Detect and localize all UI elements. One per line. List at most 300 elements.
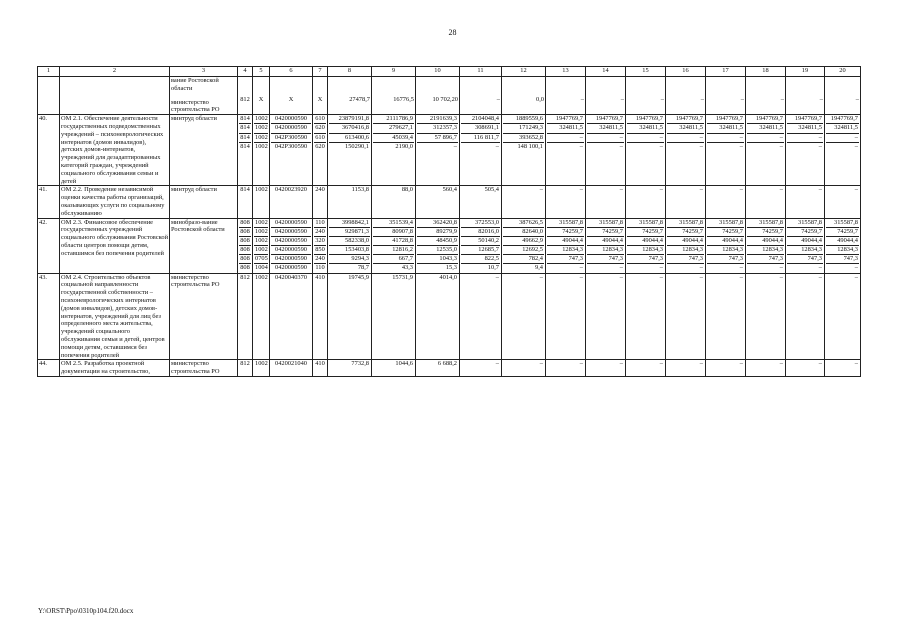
table-cell: 042P300590 xyxy=(274,142,308,150)
value-cell xyxy=(460,186,502,218)
table-cell: 0420040370 xyxy=(275,273,307,281)
table-cell: 929871,3 xyxy=(329,228,370,237)
table-cell: – xyxy=(495,273,499,281)
column-number-2: 2 xyxy=(60,67,170,77)
value-cell xyxy=(706,218,746,273)
table-cell: 279627,1 xyxy=(373,124,414,133)
table-cell: 0420000590 xyxy=(271,219,311,228)
table-cell: – xyxy=(579,186,583,194)
table-cell: 312357,3 xyxy=(417,124,458,133)
table-cell: 814 xyxy=(239,115,251,124)
table-cell: 3998842,1 xyxy=(329,219,370,228)
table-cell: – xyxy=(586,77,626,115)
column-number-9: 9 xyxy=(372,67,416,77)
value-cell xyxy=(666,360,706,377)
table-cell: 2190,0 xyxy=(395,142,413,150)
value-cell xyxy=(586,115,626,186)
table-cell: 042P300590 xyxy=(271,134,311,143)
table-cell: Х xyxy=(270,77,313,115)
value-cell xyxy=(253,115,270,186)
table-cell: 0,0 xyxy=(502,77,546,115)
value-cell xyxy=(546,115,586,186)
table-cell: 387626,5 xyxy=(503,219,544,228)
value-cell xyxy=(825,218,861,273)
table-cell: 1002 xyxy=(254,115,268,124)
value-cell xyxy=(786,273,825,360)
table-cell: 620 xyxy=(314,124,326,133)
table-cell: – xyxy=(619,360,623,368)
value-cell xyxy=(825,115,861,186)
value-cell xyxy=(416,218,460,273)
budget-table xyxy=(37,66,861,377)
value-cell xyxy=(546,186,586,218)
table-cell: 324811,5 xyxy=(627,124,664,133)
table-cell: – xyxy=(627,134,664,143)
value-cell xyxy=(825,186,861,218)
table-cell: 12834,3 xyxy=(667,246,704,255)
table-cell: 43,3 xyxy=(401,264,413,272)
table-cell: – xyxy=(699,186,703,194)
value-cell xyxy=(416,115,460,186)
table-cell: 1947769,7 xyxy=(707,115,744,124)
value-cell xyxy=(786,115,825,186)
value-cell xyxy=(706,115,746,186)
table-cell: 45039,4 xyxy=(373,134,414,143)
value-cell xyxy=(706,273,746,360)
table-cell: 49044,4 xyxy=(787,237,823,246)
table-cell: 74259,7 xyxy=(826,228,859,237)
table-cell: 0420000590 xyxy=(271,228,311,237)
table-cell: 0420000590 xyxy=(271,246,311,255)
column-number-header xyxy=(38,67,861,77)
value-cell xyxy=(546,218,586,273)
table-cell: – xyxy=(739,142,743,150)
table-cell: 610 xyxy=(314,134,326,143)
table-cell: 48450,9 xyxy=(417,237,458,246)
table-cell: 2191639,3 xyxy=(417,115,458,124)
value-cell xyxy=(786,360,825,377)
table-cell: – xyxy=(619,186,623,194)
table-cell: 49044,4 xyxy=(667,237,704,246)
value-cell xyxy=(786,218,825,273)
value-cell xyxy=(328,218,372,273)
table-cell: 324811,5 xyxy=(826,124,859,133)
table-cell: 808 xyxy=(239,219,251,228)
value-cell xyxy=(586,186,626,218)
table-cell: Х xyxy=(313,77,328,115)
table-cell: 1889559,6 xyxy=(503,115,544,124)
table-cell: 372553,0 xyxy=(461,219,500,228)
table-cell: – xyxy=(579,142,583,150)
table-cell: 315587,8 xyxy=(587,219,624,228)
table-cell: 74259,7 xyxy=(667,228,704,237)
table-cell: 315587,8 xyxy=(826,219,859,228)
table-cell: 12834,3 xyxy=(707,246,744,255)
table-cell: 812 xyxy=(240,360,250,368)
table-cell: – xyxy=(619,273,623,281)
table-cell: 9,4 xyxy=(535,264,543,272)
table-cell: 10 702,20 xyxy=(416,77,460,115)
value-cell xyxy=(238,273,253,360)
value-cell xyxy=(502,186,546,218)
column-number-11: 11 xyxy=(460,67,502,77)
table-cell: 12816,2 xyxy=(373,246,414,255)
table-cell: 4014,0 xyxy=(439,273,457,281)
table-cell: 2111786,9 xyxy=(373,115,414,124)
value-cell xyxy=(372,360,416,377)
table-row xyxy=(38,186,861,218)
table-cell: 0420023920 xyxy=(275,186,307,194)
table-cell: 171249,3 xyxy=(503,124,544,133)
table-cell: – xyxy=(547,134,584,143)
measure-name: ОМ 2.2. Проведение независимой оценки качества работы организаций, оказывающих услуги по социальному обслуживанию xyxy=(60,186,170,218)
table-cell: 814 xyxy=(240,142,250,150)
table-cell: 27478,7 xyxy=(328,77,372,115)
table-cell: – xyxy=(854,360,858,368)
column-number-15: 15 xyxy=(626,67,666,77)
value-cell xyxy=(746,360,786,377)
table-cell: – xyxy=(779,273,783,281)
table-cell: 747,3 xyxy=(667,255,704,264)
table-cell: – xyxy=(779,142,783,150)
table-cell: 12535,0 xyxy=(417,246,458,255)
value-cell xyxy=(626,218,666,273)
column-number-5: 5 xyxy=(253,67,270,77)
table-cell: – xyxy=(699,273,703,281)
table-cell: – xyxy=(659,264,663,272)
table-cell: 50140,2 xyxy=(461,237,500,246)
measure-name: ОМ 2.1. Обеспечение деятельности государственных подведомственных учреждений – психоневрологических интернатов (домов инвалидов), детских домов-интернатов, учреждений для дезадаптированных категорий граждан, учреждений социального обслуживания семьи и детей xyxy=(60,115,170,186)
table-cell: – xyxy=(587,134,624,143)
table-cell: 153403,8 xyxy=(329,246,370,255)
value-cell xyxy=(270,360,313,377)
table-cell: – xyxy=(667,134,704,143)
value-cell xyxy=(328,360,372,377)
table-cell: 0705 xyxy=(254,255,268,264)
value-cell xyxy=(372,218,416,273)
table-cell: 74259,7 xyxy=(787,228,823,237)
table-cell: 240 xyxy=(315,186,325,194)
table-cell: 12834,3 xyxy=(787,246,823,255)
value-cell xyxy=(416,273,460,360)
table-cell: – xyxy=(739,264,743,272)
table-cell: 620 xyxy=(315,142,325,150)
table-cell: – xyxy=(854,273,858,281)
table-cell: 324811,5 xyxy=(587,124,624,133)
column-number-17: 17 xyxy=(706,67,746,77)
table-cell: 74259,7 xyxy=(707,228,744,237)
value-cell xyxy=(546,360,586,377)
table-cell: – xyxy=(659,186,663,194)
table-cell: – xyxy=(579,273,583,281)
table-cell: – xyxy=(579,360,583,368)
table-cell: 23879191,8 xyxy=(329,115,370,124)
table-cell: 1947769,7 xyxy=(627,115,664,124)
table-cell: 812 xyxy=(240,273,250,281)
value-cell xyxy=(238,186,253,218)
table-cell: Х xyxy=(253,77,270,115)
table-cell: 6 688,2 xyxy=(437,360,457,368)
table-cell: 74259,7 xyxy=(547,228,584,237)
table-cell: 1002 xyxy=(255,142,268,150)
table-cell: – xyxy=(453,142,457,150)
table-cell: 315587,8 xyxy=(547,219,584,228)
table-cell: – xyxy=(779,360,783,368)
table-cell: 410 xyxy=(315,360,325,368)
table-cell: 320 xyxy=(314,237,326,246)
value-cell xyxy=(313,115,328,186)
value-cell xyxy=(328,115,372,186)
table-cell: – xyxy=(787,134,823,143)
table-cell: 315587,8 xyxy=(707,219,744,228)
value-cell xyxy=(313,218,328,273)
table-cell: 808 xyxy=(239,255,251,264)
value-cell xyxy=(270,273,313,360)
table-cell: 324811,5 xyxy=(707,124,744,133)
table-cell: – xyxy=(818,360,822,368)
value-cell xyxy=(586,273,626,360)
executor-cell: вание Ростовской области министерство строительства РО xyxy=(170,77,238,115)
table-cell: 812 xyxy=(238,77,253,115)
executor-name: минтруд области xyxy=(170,115,238,186)
table-cell: 747,3 xyxy=(826,255,859,264)
table-cell: 362420,8 xyxy=(417,219,458,228)
table-cell: 808 xyxy=(239,246,251,255)
column-number-13: 13 xyxy=(546,67,586,77)
table-cell: – xyxy=(495,360,499,368)
value-cell xyxy=(666,218,706,273)
value-cell xyxy=(502,115,546,186)
value-cell xyxy=(502,360,546,377)
table-cell: 80907,8 xyxy=(373,228,414,237)
value-cell xyxy=(626,115,666,186)
table-cell: 0420000590 xyxy=(275,264,307,272)
table-cell: 74259,7 xyxy=(627,228,664,237)
table-cell: 15731,9 xyxy=(392,273,413,281)
table-cell: – xyxy=(539,186,543,194)
table-cell: 808 xyxy=(239,237,251,246)
table-cell: 324811,5 xyxy=(547,124,584,133)
table-cell: 814 xyxy=(240,186,250,194)
table-cell: 49044,4 xyxy=(587,237,624,246)
table-cell: – xyxy=(659,273,663,281)
table-cell: 1002 xyxy=(254,228,268,237)
table-cell: 324811,5 xyxy=(787,124,823,133)
value-cell xyxy=(666,273,706,360)
value-cell xyxy=(666,115,706,186)
table-cell: 9294,3 xyxy=(329,255,370,264)
table-cell: – xyxy=(659,142,663,150)
table-cell: 613400,6 xyxy=(329,134,370,143)
table-cell: 1002 xyxy=(254,246,268,255)
table-cell: 12834,3 xyxy=(627,246,664,255)
table-cell: 116 811,7 xyxy=(461,134,500,143)
table-cell: – xyxy=(699,360,703,368)
table-cell: 12692,5 xyxy=(503,246,544,255)
file-path-footer: Y:\ORST\Ppo\0310p104.f20.docx xyxy=(38,607,134,615)
column-number-4: 4 xyxy=(238,67,253,77)
measure-name: ОМ 2.5. Разработка проектной документации на строительство, xyxy=(60,360,170,377)
table-cell: 74259,7 xyxy=(747,228,784,237)
table-cell: – xyxy=(854,142,858,150)
table-row xyxy=(38,273,861,360)
continuation-row xyxy=(38,77,861,115)
table-cell: 747,3 xyxy=(787,255,823,264)
table-cell: 15,3 xyxy=(445,264,457,272)
table-cell: 782,4 xyxy=(503,255,544,264)
table-cell: – xyxy=(707,134,744,143)
executor-name: министерство строительства РО xyxy=(170,273,238,360)
column-number-12: 12 xyxy=(502,67,546,77)
value-cell xyxy=(460,218,502,273)
table-cell: 0420021040 xyxy=(275,360,307,368)
table-cell: 747,3 xyxy=(707,255,744,264)
table-cell: – xyxy=(854,186,858,194)
table-cell: – xyxy=(818,142,822,150)
value-cell xyxy=(328,186,372,218)
table-cell: – xyxy=(854,264,858,272)
table-cell: – xyxy=(826,134,859,143)
row-number: 40. xyxy=(38,115,60,186)
table-cell: 12685,7 xyxy=(461,246,500,255)
column-number-20: 20 xyxy=(825,67,861,77)
table-cell: – xyxy=(739,186,743,194)
table-cell: 150290,1 xyxy=(345,142,369,150)
table-cell: 850 xyxy=(314,246,326,255)
value-cell xyxy=(253,273,270,360)
table-cell: 324811,5 xyxy=(747,124,784,133)
table-cell: 49044,4 xyxy=(547,237,584,246)
value-cell xyxy=(502,273,546,360)
value-cell xyxy=(786,186,825,218)
value-cell xyxy=(253,218,270,273)
column-number-14: 14 xyxy=(586,67,626,77)
table-cell: 667,7 xyxy=(373,255,414,264)
table-cell: – xyxy=(747,134,784,143)
table-cell: 1002 xyxy=(254,219,268,228)
table-cell: 1002 xyxy=(255,186,268,194)
table-cell: 315587,8 xyxy=(747,219,784,228)
table-cell: – xyxy=(739,273,743,281)
table-cell: 1002 xyxy=(254,237,268,246)
column-number-10: 10 xyxy=(416,67,460,77)
value-cell xyxy=(372,186,416,218)
table-cell: – xyxy=(666,77,706,115)
value-cell xyxy=(238,115,253,186)
value-cell xyxy=(706,360,746,377)
value-cell xyxy=(746,273,786,360)
table-cell: – xyxy=(495,142,499,150)
table-cell: – xyxy=(818,273,822,281)
table-cell: 1947769,7 xyxy=(787,115,823,124)
table-cell: 1002 xyxy=(254,134,268,143)
table-cell: – xyxy=(779,264,783,272)
value-cell xyxy=(238,218,253,273)
table-cell: – xyxy=(659,360,663,368)
value-cell xyxy=(546,273,586,360)
value-cell xyxy=(502,218,546,273)
table-cell: 505,4 xyxy=(484,186,499,194)
value-cell xyxy=(416,186,460,218)
table-cell: 240 xyxy=(314,255,326,264)
table-cell: 0420000590 xyxy=(271,255,311,264)
value-cell xyxy=(586,218,626,273)
table-cell: 0420000590 xyxy=(271,115,311,124)
table-cell: – xyxy=(539,360,543,368)
table-cell: 0420000590 xyxy=(271,124,311,133)
table-cell: – xyxy=(818,186,822,194)
table-cell: 324811,5 xyxy=(667,124,704,133)
table-cell: 808 xyxy=(239,228,251,237)
value-cell xyxy=(270,218,313,273)
table-cell: – xyxy=(746,77,786,115)
column-number-19: 19 xyxy=(786,67,825,77)
value-cell xyxy=(746,115,786,186)
row-number: 43. xyxy=(38,273,60,360)
table-cell: 560,4 xyxy=(442,186,457,194)
row-number: 41. xyxy=(38,186,60,218)
row-number: 42. xyxy=(38,218,60,273)
value-cell xyxy=(313,273,328,360)
value-cell xyxy=(626,360,666,377)
table-cell: 1947769,7 xyxy=(587,115,624,124)
table-cell: 49662,9 xyxy=(503,237,544,246)
table-cell: 110 xyxy=(314,219,326,228)
table-cell: 49044,4 xyxy=(826,237,859,246)
table-cell: 3670416,8 xyxy=(329,124,370,133)
table-row xyxy=(38,218,861,273)
table-cell: 315587,8 xyxy=(627,219,664,228)
value-cell xyxy=(460,115,502,186)
table-cell: 89279,9 xyxy=(417,228,458,237)
value-cell xyxy=(706,186,746,218)
table-cell: 1043,3 xyxy=(417,255,458,264)
value-cell xyxy=(825,273,861,360)
table-cell: 0420000590 xyxy=(271,237,311,246)
table-cell: 1947769,7 xyxy=(667,115,704,124)
executor-name: министерство строительства РО xyxy=(170,360,238,377)
table-cell: 747,3 xyxy=(547,255,584,264)
column-number-6: 6 xyxy=(270,67,313,77)
measure-name: ОМ 2.4. Строительство объектов социальной направленности государственной собственности – психоневрологических интернатов (домов инвалидов), детских домов-интернатов, учреждений для лиц без определенного места жительства, учреждений социального обслуживания семьи и детей, центров помощи детям, оставшимся без попечения родителей xyxy=(60,273,170,360)
table-cell: 410 xyxy=(315,273,325,281)
column-number-18: 18 xyxy=(746,67,786,77)
value-cell xyxy=(460,273,502,360)
table-cell: – xyxy=(706,77,746,115)
table-cell: 12834,3 xyxy=(547,246,584,255)
table-cell: 393652,8 xyxy=(503,134,544,143)
table-cell: – xyxy=(825,77,861,115)
table-cell: 7732,8 xyxy=(351,360,369,368)
table-cell: 1947769,7 xyxy=(826,115,859,124)
table-cell: 82016,0 xyxy=(461,228,500,237)
value-cell xyxy=(666,186,706,218)
table-cell: – xyxy=(619,142,623,150)
value-cell xyxy=(270,115,313,186)
table-cell: 49044,4 xyxy=(747,237,784,246)
table-cell: 1002 xyxy=(254,124,268,133)
value-cell xyxy=(270,186,313,218)
table-cell: 12834,3 xyxy=(587,246,624,255)
table-cell: 19745,9 xyxy=(348,273,369,281)
table-cell: 1947769,7 xyxy=(547,115,584,124)
column-number-16: 16 xyxy=(666,67,706,77)
table-cell: 110 xyxy=(315,264,325,272)
value-cell xyxy=(313,186,328,218)
table-cell: 308691,1 xyxy=(461,124,500,133)
value-cell xyxy=(416,360,460,377)
table-cell: 57 896,7 xyxy=(417,134,458,143)
